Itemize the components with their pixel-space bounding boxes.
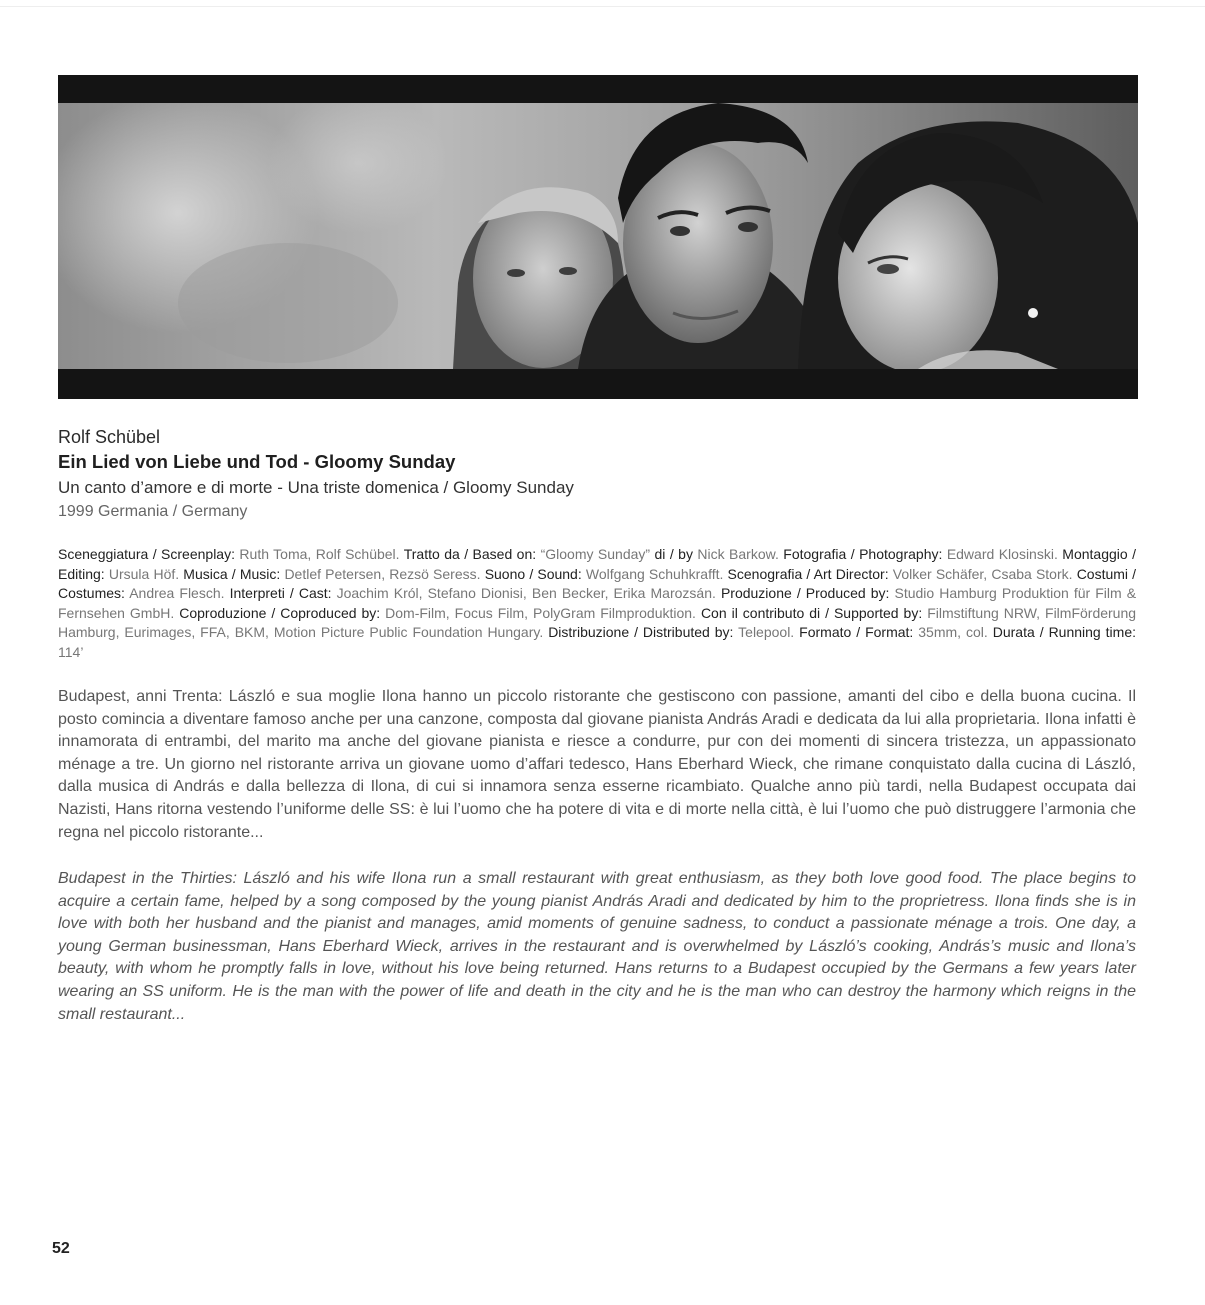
credit-value: 35mm, col. <box>918 624 988 641</box>
credit-value: 114’ <box>58 643 84 660</box>
credit-label: Produzione / Produced by: <box>720 585 890 602</box>
credit-label: Sceneggiatura / Screenplay: <box>58 546 235 562</box>
credit-value: Detlef Petersen, Rezsö Seress. <box>284 565 481 582</box>
credit-label: Scenografia / Art Director: <box>727 565 889 582</box>
credit-value: Andrea Flesch. <box>129 585 225 602</box>
credit-label: Formato / Format: <box>799 624 914 641</box>
top-rule <box>0 6 1205 7</box>
credit-value: Edward Klosinski. <box>946 546 1058 562</box>
director-name: Rolf Schübel <box>58 427 161 447</box>
credit-label: Suono / Sound: <box>484 565 582 582</box>
page-number: 52 <box>52 1240 70 1257</box>
film-heading <box>58 425 1138 523</box>
credit-value: Joachim Król, Stefano Dionisi, Ben Becker, Erika Marozsán. <box>336 585 716 602</box>
synopsis-english: Budapest in the Thirties: László and his wife Ilona run a small restaurant with great enthusiasm, as they both love good food. The place begins to acquire a certain fame, helped by a song composed by the young pianist András Aradi and dedicated by him to the proprietress. Ilona finds she is in love with both her husband and the pianist and manages, amid moments of genuine sadness, to conduct a passionate ménage a trois. One day, a young German businessman, Hans Eberhard Wieck, arrives in the restaurant and is overwhelmed by László’s cooking, András’s music and Ilona’s beauty, with whom he promptly falls in love, without his love being returned. Hans returns to a Budapest occupied by the Germans a few years later wearing an SS uniform. He is the man with the power of life and death in the city and he is the man who can destroy the harmony which reigns in the small restaurant... <box>58 870 1136 1023</box>
credit-label: Con il contributo di / Supported by: <box>700 604 923 621</box>
credit-value: Ursula Höf. <box>108 565 180 582</box>
film-alt-titles: Un canto d’amore e di morte - Una triste domenica / Gloomy Sunday <box>58 478 574 497</box>
credit-value: Telepool. <box>738 624 795 641</box>
credit-label: Distribuzione / Distributed by: <box>548 624 734 641</box>
credit-label: Montaggio / Editing: <box>58 546 1136 582</box>
credit-label: Durata / Running time: <box>992 624 1137 641</box>
credit-label: di / by <box>654 546 693 562</box>
credit-label: Tratto da / Based on: <box>403 546 537 562</box>
film-year-country: 1999 Germania / Germany <box>58 503 248 520</box>
film-still <box>58 75 1138 399</box>
credit-value: Wolfgang Schuhkrafft. <box>585 565 724 582</box>
credit-value: Volker Schäfer, Csaba Stork. <box>892 565 1073 582</box>
credit-label: Coproduzione / Coproduced by: <box>179 604 381 621</box>
credit-value: Filmstiftung NRW, FilmFörderung Hamburg, Eurimages, FFA, BKM, Motion Picture Public Foundation Hungary. <box>58 604 1137 641</box>
credit-value: Nick Barkow. <box>697 546 779 562</box>
film-title: Ein Lied von Liebe und Tod - Gloomy Sunday <box>58 451 456 472</box>
credit-value: “Gloomy Sunday” <box>540 546 651 562</box>
credit-value: Ruth Toma, Rolf Schübel. <box>239 546 400 562</box>
credit-label: Costumi / Costumes: <box>58 565 1137 602</box>
credit-label: Musica / Music: <box>183 565 281 582</box>
credit-value: Studio Hamburg Produktion für Film & Fernsehen GmbH. <box>58 585 1137 621</box>
synopsis-italian: Budapest, anni Trenta: László e sua moglie Ilona hanno un piccolo ristorante che gestiscono con passione, amanti del cibo e della buona cucina. Il posto comincia a diventare famoso anche per una canzone, composta dal giovane pianista András Aradi e dedicata da lui alla proprietaria. Ilona infatti è innamorata di entrambi, del marito ma anche del giovane pianista e riesce a condurre, pur con dei momenti di sincera tristezza, un appassionato ménage a tre. Un giorno nel ristorante arriva un giovane uomo d’affari tedesco, Hans Eberhard Wieck, che rimane conquistato dalla cucina di László, dalla musica di András e dalla bellezza di Ilona, di cui si innamora senza esserne ricambiato. Qualche anno più tardi, nella Budapest occupata dai Nazisti, Hans ritorna vestendo l’uniforme delle SS: è lui l’uomo che ha potere di vita e di morte nella città, è lui l’uomo che può distruggere l’armonia che regna nel piccolo ristorante... <box>58 688 1136 841</box>
credit-value: Dom-Film, Focus Film, PolyGram Filmproduktion. <box>385 604 696 621</box>
credit-label: Interpreti / Cast: <box>229 585 332 602</box>
film-still-image <box>58 103 1138 369</box>
credits-paragraph <box>58 545 1136 663</box>
credit-label: Fotografia / Photography: <box>783 546 943 562</box>
